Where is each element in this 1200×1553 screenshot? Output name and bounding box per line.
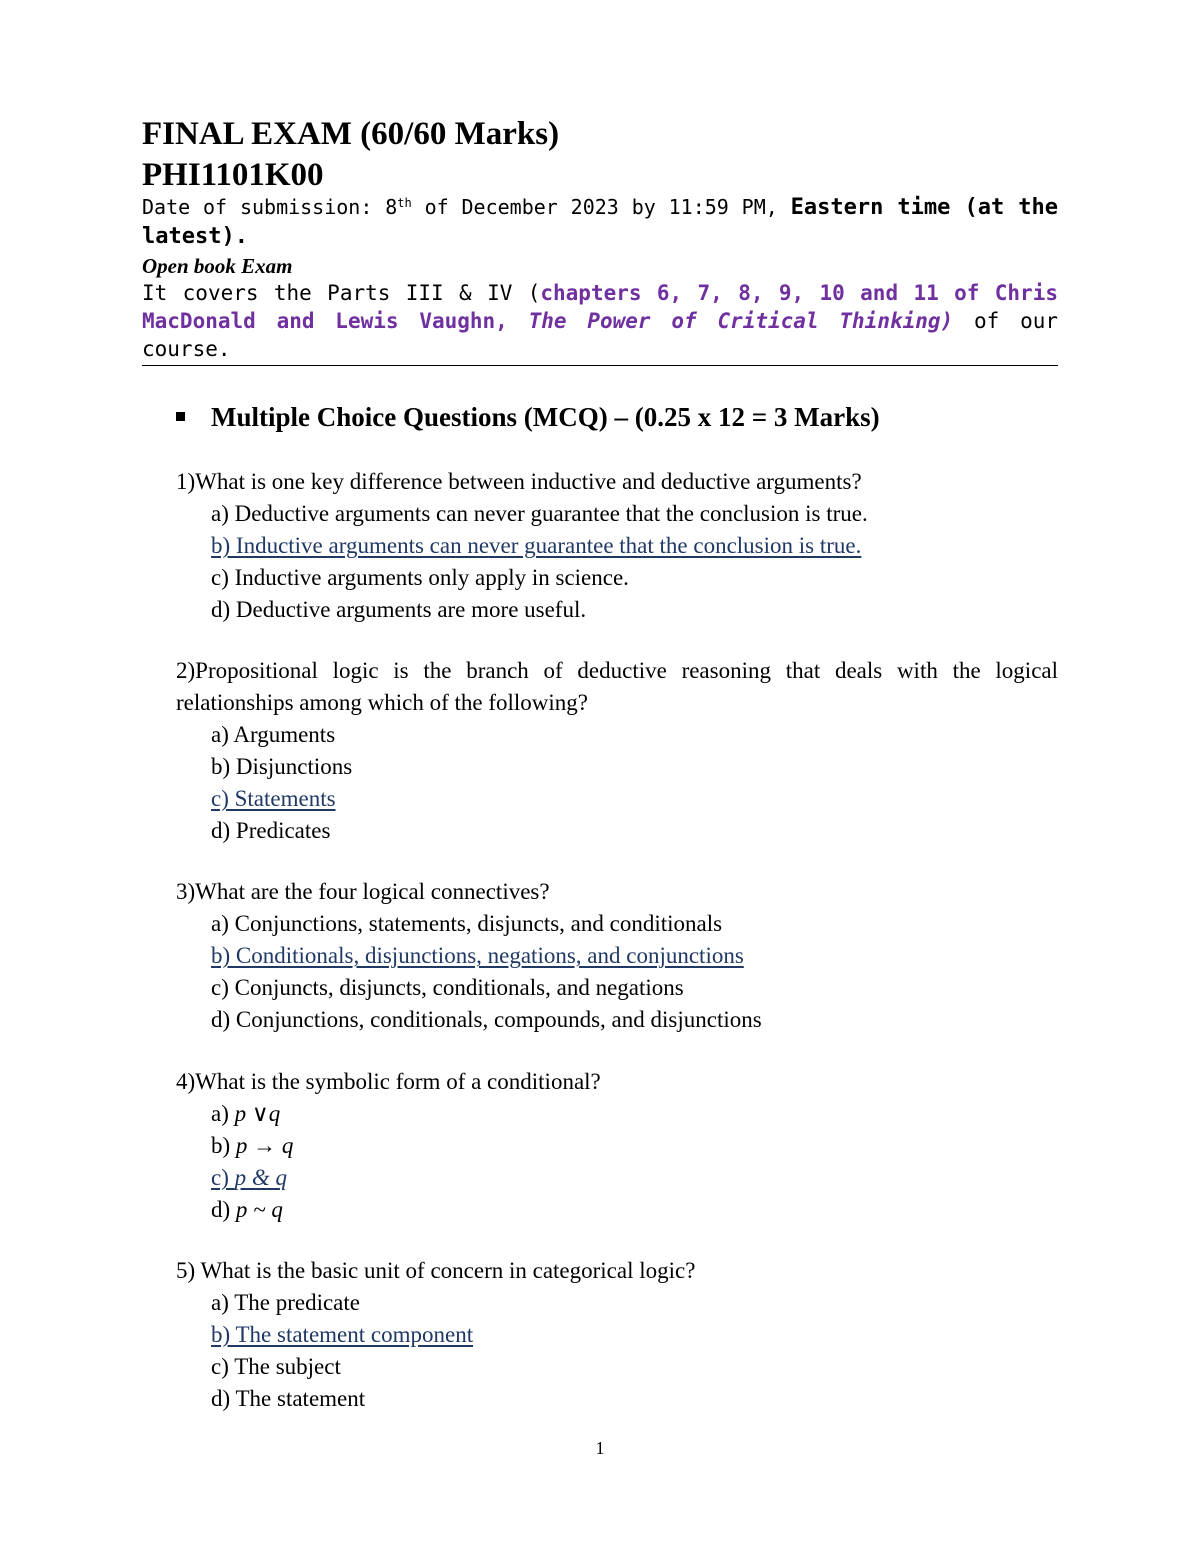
option-d: d) The statement xyxy=(211,1386,366,1411)
option-a: a) The predicate xyxy=(211,1290,360,1315)
question-stem: 3)What are the four logical connectives? xyxy=(176,879,550,904)
option-b-answer: b) Conditionals, disjunctions, negations, and conjunctions xyxy=(211,943,744,968)
date-deadline-note: Eastern time (at the latest). xyxy=(142,195,1058,249)
date-middle: of December 2023 by 11:59 PM, xyxy=(411,195,791,219)
option-a xyxy=(176,1098,1058,1130)
option-d: d) Predicates xyxy=(211,818,331,843)
square-bullet-icon xyxy=(176,412,185,421)
option-a: a) Deductive arguments can never guarantee that the conclusion is true. xyxy=(211,501,868,526)
date-superscript: th xyxy=(397,196,412,210)
exam-title: FINAL EXAM (60/60 Marks) xyxy=(142,116,560,152)
section-heading xyxy=(176,398,880,436)
coverage-note xyxy=(142,279,1058,363)
submission-date xyxy=(142,193,1058,251)
option-symbol: p ~ q xyxy=(235,1197,283,1222)
open-book-note: Open book Exam xyxy=(142,254,293,278)
option-label: b) xyxy=(211,1133,236,1158)
option-label: c) xyxy=(211,1165,235,1190)
coverage-suffix: of our course. xyxy=(142,309,1058,361)
question-stem: 2)Propositional logic is the branch of deductive reasoning that deals with the logical relationships among which of the following? xyxy=(176,658,1058,715)
page-number: 1 xyxy=(595,1438,605,1458)
question-1 xyxy=(176,466,1058,626)
option-symbol: p ∨q xyxy=(234,1101,281,1126)
option-a: a) Conjunctions, statements, disjuncts, and conditionals xyxy=(211,911,723,936)
option-label: a) xyxy=(211,1101,235,1126)
question-5 xyxy=(176,1255,1058,1415)
option-c-answer: c) Statements xyxy=(211,786,336,811)
course-code: PHI1101K00 xyxy=(142,157,324,193)
option-d xyxy=(176,1194,1058,1226)
question-3 xyxy=(176,876,1058,1036)
option-b-answer: b) Inductive arguments can never guarantee that the conclusion is true. xyxy=(211,533,862,558)
option-b: b) Disjunctions xyxy=(211,754,353,779)
option-symbol: p → q xyxy=(235,1133,294,1158)
option-label: d) xyxy=(211,1197,236,1222)
option-a: a) Arguments xyxy=(211,722,336,747)
coverage-chapters: chapters 6, 7, 8, 9, 10 and 11 of Chris MacDonald and Lewis Vaughn, xyxy=(142,281,1058,333)
question-stem: 5) What is the basic unit of concern in categorical logic? xyxy=(176,1258,696,1283)
date-prefix: Date of submission: 8 xyxy=(142,195,398,219)
option-c-answer xyxy=(176,1162,1058,1194)
option-c: c) Inductive arguments only apply in science. xyxy=(211,565,629,590)
option-symbol: p & q xyxy=(234,1165,288,1190)
question-stem: 1)What is one key difference between inductive and deductive arguments? xyxy=(176,469,862,494)
coverage-book-title: The Power of Critical Thinking) xyxy=(528,309,954,333)
option-d: d) Deductive arguments are more useful. xyxy=(211,597,587,622)
question-4 xyxy=(176,1066,1058,1226)
option-c: c) The subject xyxy=(211,1354,341,1379)
option-b-answer: b) The statement component xyxy=(211,1322,474,1347)
section-title: Multiple Choice Questions (MCQ) – (0.25 x 12 = 3 Marks) xyxy=(211,402,880,432)
option-b xyxy=(176,1130,1058,1162)
header-divider xyxy=(142,365,1058,366)
option-c: c) Conjuncts, disjuncts, conditionals, and negations xyxy=(211,975,684,1000)
question-2 xyxy=(176,655,1058,847)
coverage-prefix: It covers the Parts III & IV ( xyxy=(142,281,541,305)
question-stem: 4)What is the symbolic form of a conditional? xyxy=(176,1069,601,1094)
option-d: d) Conjunctions, conditionals, compounds, and disjunctions xyxy=(211,1007,762,1032)
